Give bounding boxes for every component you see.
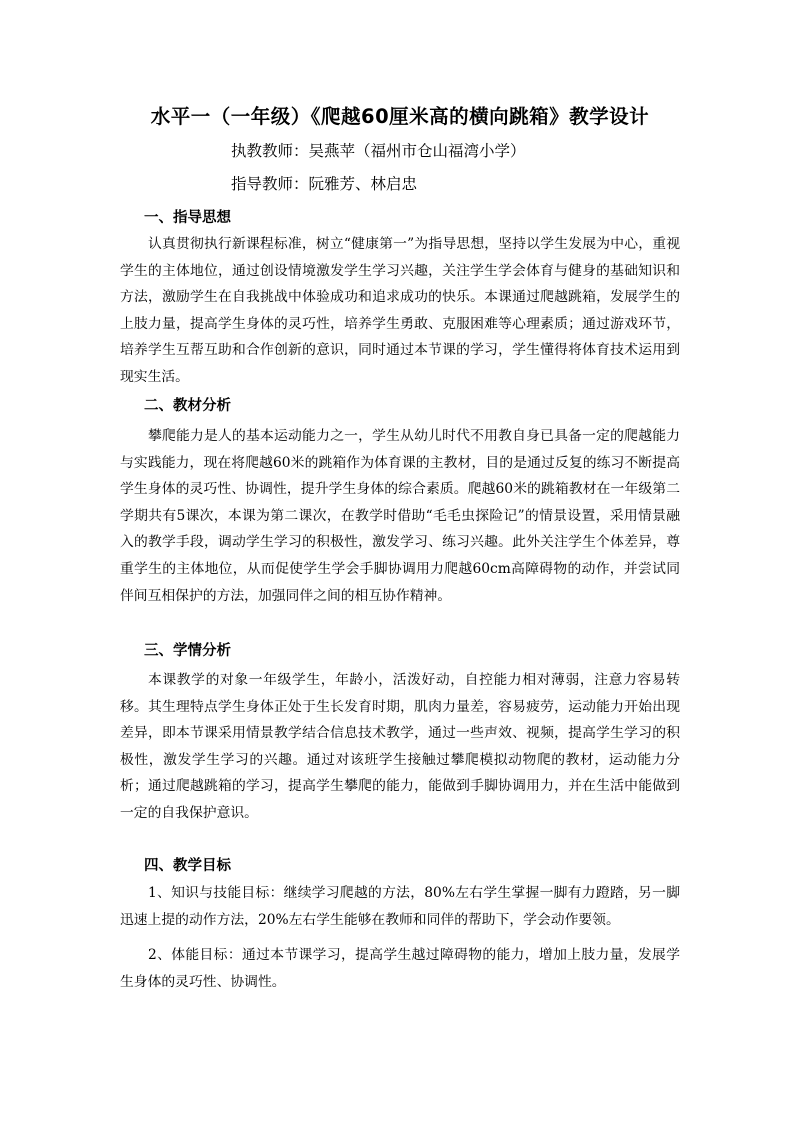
- executing-teacher: 执教教师：吴燕苹（福州市仓山福湾小学）: [231, 142, 526, 160]
- paragraph-guiding-ideology: 认真贯彻执行新课程标准，树立“健康第一”为指导思想，坚持以学生发展为中心，重视学生的主体地位，通过创设情境激发学生学习兴趣，关注学生学会体育与健身的基础知识和方法，激励学生在自我挑战中体验成功和追求成功的快乐。本课通过爬越跳箱，发展学生的上肢力量，提高学生身体的灵巧性，培养学生勇敢、克服困难等心理素质；通过游戏环节，培养学生互帮互助和合作创新的意识，同时通过本节课的学习，学生懂得将体育技术运用到现实生活。: [120, 236, 680, 385]
- section-heading-student-analysis: 三、学情分析: [144, 643, 231, 659]
- paragraph-objective-physical: 2、体能目标：通过本节课学习，提高学生越过障碍物的能力，增加上肢力量，发展学生身体的灵巧性、协调性。: [120, 947, 680, 990]
- section-heading-teaching-objectives: 四、教学目标: [144, 858, 231, 874]
- paragraph-objective-knowledge-skill: 1、知识与技能目标：继续学习爬越的方法，80%左右学生掌握一脚有力蹬踏，另一脚迅速上提的动作方法，20%左右学生能够在教师和同伴的帮助下，学会动作要领。: [120, 885, 680, 928]
- guiding-teacher: 指导教师：阮雅芳、林启忠: [231, 175, 418, 193]
- section-heading-material-analysis: 二、教材分析: [144, 398, 231, 414]
- paragraph-material-analysis: 攀爬能力是人的基本运动能力之一，学生从幼儿时代不用教自身已具备一定的爬越能力与实践能力，现在将爬越60米的跳箱作为体育课的主教材，目的是通过反复的练习不断提高学生身体的灵巧性、协调性，提升学生身体的综合素质。爬越60米的跳箱教材在一年级第二学期共有5课次，本课为第二课次，在教学时借助“毛毛虫探险记”的情景设置，采用情景融入的教学手段，调动学生学习的积极性，激发学习、练习兴趣。此外关注学生个体差异，尊重学生的主体地位，从而促使学生学会手脚协调用力爬越60cm高障碍物的动作，并尝试同伴间互相保护的方法，加强同伴之间的相互协作精神。: [120, 428, 680, 604]
- document-title: 水平一（一年级）《爬越60厘米高的横向跳箱》教学设计: [150, 105, 650, 128]
- paragraph-student-analysis: 本课教学的对象一年级学生，年龄小，活泼好动，自控能力相对薄弱，注意力容易转移。其生理特点学生身体正处于生长发育时期，肌肉力量差，容易疲劳，运动能力开始出现差异，即本节课采用情景教学结合信息技术教学，通过一些声效、视频，提高学生学习的积极性，激发学生学习的兴趣。通过对该班学生接触过攀爬模拟动物爬的教材，运动能力分析；通过爬越跳箱的学习，提高学生攀爬的能力，能做到手脚协调用力，并在生活中能做到一定的自我保护意识。: [120, 672, 680, 821]
- section-heading-guiding-ideology: 一、指导思想: [144, 210, 231, 226]
